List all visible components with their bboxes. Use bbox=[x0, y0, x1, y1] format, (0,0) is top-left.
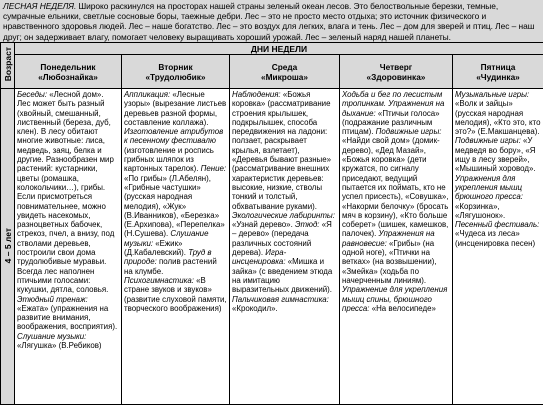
days-header: ДНИ НЕДЕЛИ bbox=[15, 43, 543, 55]
activity-heading: Аппликация: bbox=[124, 90, 171, 99]
activity-heading: Песенный фестиваль: bbox=[455, 220, 540, 230]
activity-text: «Узнай дерево». bbox=[232, 220, 295, 230]
day-subtitle: «Трудолюбик» bbox=[145, 71, 206, 82]
activity-text: «Корзинка», «Лягушонок». bbox=[455, 201, 506, 220]
day-monday bbox=[15, 55, 122, 89]
activity-heading: Упражнения на равновесие: bbox=[342, 229, 435, 248]
activity-heading: Этюдный тренаж: bbox=[17, 294, 88, 304]
friday-activities bbox=[453, 89, 543, 405]
activity-text: «Лесной дом». Лес может быть разный (хвойный, смешанный, лиственный (береза, дуб, клен). В лесу обитают многие животные: лиса, медведь, заяц, белка и другие. Разнообразен мир растений: кустарники, цветы (ромашка, колокольчики…), грибы. Если присмотреться повнимательнее, можно увидеть насекомых, разноцветных бабочек, стрекоз, пчел, а внизу, под стволами деревьев, построили свои дома трудолюбивые муравьи. Всегда лес наполнен птичьими голосами: кукушки, дятла, соловья. bbox=[17, 90, 115, 295]
activity-text: «В стране звуков и звуков» (развитие слуховой памяти, творческого воображения) bbox=[124, 275, 227, 313]
day-name: Среда bbox=[271, 61, 298, 72]
week-plan-table bbox=[0, 42, 543, 405]
activity-heading: Беседы: bbox=[17, 90, 48, 99]
intro-paragraph bbox=[0, 0, 543, 42]
day-subtitle: «Здоровинка» bbox=[366, 71, 426, 82]
content-row bbox=[1, 89, 543, 405]
day-name: Понедельник bbox=[40, 61, 96, 72]
activity-heading: Упражнение для укрепления мышц спины, брюшного пресса: bbox=[342, 285, 448, 313]
activity-heading: Пальчиковая гимнастика: bbox=[232, 294, 329, 304]
activity-text: «Крокодил». bbox=[232, 303, 278, 313]
day-tuesday bbox=[122, 55, 230, 89]
activity-heading: Экологические лабиринты: bbox=[232, 210, 335, 220]
intro-text: Широко раскинулся на просторах нашей страны зеленый океан лесов. Это белоствольные березки, темные, сумрачные ельники, светлые сосновые боры, таежные дебри. Лес – это не просто место отдыха; это источник физического и нравственного здоровья людей. Лес – наше богатство. Лес – это воздух для легких, влага и тень. Лес – дом для зверей и птиц. Лес – наш друг; он задерживает влагу, помогает человеку выращивать хороший урожай. Лес – зеленый наряд нашей планеты. bbox=[3, 1, 535, 42]
activity-text: «Лягушка» (В.Ребиков) bbox=[17, 341, 102, 351]
activity-heading: Музыкальные игры: bbox=[455, 90, 530, 99]
activity-heading: Труд в природе: bbox=[124, 248, 212, 267]
activity-text: «Мишка и зайка» (с введением этюда на имитацию выразительных движений). bbox=[232, 257, 333, 295]
activity-text: «Найди свой дом» (домик-дерево), «Дед Мазай», «Божья коровка» (дети кружатся, по сигналу приседают, ведущий пытается их поймать, кто не успел присесть), «Совушка», «Накорми белочку» (бросать мяч в корзину), «Кто больше соберет» (шишек, камешков, палочек). bbox=[342, 136, 449, 239]
activity-text: «Лесные узоры» (вырезание листьев деревьев разной формы, составление коллажа). bbox=[124, 90, 227, 127]
day-friday bbox=[453, 55, 543, 89]
day-name: Пятница bbox=[480, 61, 516, 72]
day-thursday bbox=[340, 55, 453, 89]
activity-text: «Я – дерево» (передача различных состояний дерева). bbox=[232, 220, 332, 258]
activity-heading: Изготовление атрибутов к песенному фестивалю bbox=[124, 127, 224, 146]
activity-text: «Грибы» (на одной ноге), «Птички на ветках» (на возвышении), «Змейка» (ходьба по начерченным линиям). bbox=[342, 238, 437, 285]
activity-heading: Ходьба и бег по лесистым тропинкам. bbox=[342, 90, 443, 109]
activity-heading: Психогимнастика: bbox=[124, 275, 194, 285]
activity-heading: Упражнения на дыхание: bbox=[342, 99, 445, 118]
activity-heading: Пение: bbox=[200, 164, 227, 174]
activity-text: «Чудеса из леса» (инсценировка песен) bbox=[455, 229, 536, 248]
activity-text: (изготовление и роспись грибных шляпок из картонных тарелок). bbox=[124, 145, 214, 174]
activity-text: «На велосипеде» bbox=[369, 303, 436, 313]
activity-text: полив растений на клумбе. bbox=[124, 257, 217, 276]
activity-heading: Наблюдения: bbox=[232, 90, 281, 99]
activity-text: «Птичьи голоса» (подражание различным птицам). bbox=[342, 108, 440, 137]
intro-title: ЛЕСНАЯ НЕДЕЛЯ. bbox=[3, 1, 77, 11]
day-wednesday bbox=[230, 55, 340, 89]
activity-heading: Упражнения для укрепления мышц брюшного пресса: bbox=[455, 173, 523, 202]
activity-text: «По грибы» (Л.Абелян), «Грибные частушки» (русская народная мелодия), «Жук» (В.Иванников), «Березка» (Е.Архипова), «Перепелка» (Н.Сушева). bbox=[124, 173, 225, 239]
day-subtitle: «Чудинка» bbox=[476, 71, 520, 82]
activity-heading: Игра-инсценировка: bbox=[232, 248, 287, 267]
activity-text: «Ежик» (Д.Кабалевский). bbox=[124, 238, 189, 258]
wednesday-activities bbox=[230, 89, 340, 405]
activity-text: «Волк и зайцы» (русская народная мелодия), «Кто это, кто это?» (Е.Макшанцева). bbox=[455, 99, 541, 137]
activity-text: «Божья коровка» (рассматривание строения крылышек, подкрылышек, способа передвижения на ладони: ползает, раскрывает крылья, взлетает), «Деревья бывают разные» (рассматривание внешних характеристик деревьев: высокие, низкие, стволы тонкий и толстый, обхватывание руками). bbox=[232, 90, 332, 211]
thursday-activities bbox=[340, 89, 453, 405]
activity-heading: Этюд: bbox=[294, 220, 320, 230]
activity-heading: Подвижные игры: bbox=[375, 127, 442, 137]
day-name: Вторник bbox=[158, 61, 193, 72]
activity-text: «У медведя во бору», «Я ищу в лесу зверей», «Мышиный хоровод». bbox=[455, 136, 536, 174]
age-header: Возраст bbox=[1, 43, 15, 89]
day-name: Четверг bbox=[379, 61, 413, 72]
monday-activities bbox=[15, 89, 122, 405]
days-row bbox=[1, 55, 543, 89]
day-subtitle: «Микроша» bbox=[260, 71, 309, 82]
activity-heading: Слушание музыки: bbox=[124, 229, 209, 248]
activity-heading: Подвижные игры: bbox=[455, 136, 521, 146]
activity-text: «Ежата» (упражнения на развитие внимания, воображения, восприятия). bbox=[17, 303, 118, 332]
activity-heading: Слушание музыки: bbox=[17, 331, 87, 341]
day-subtitle: «Любознайка» bbox=[38, 71, 98, 82]
tuesday-activities bbox=[122, 89, 230, 405]
age-value: 4 – 5 лет bbox=[1, 89, 15, 405]
